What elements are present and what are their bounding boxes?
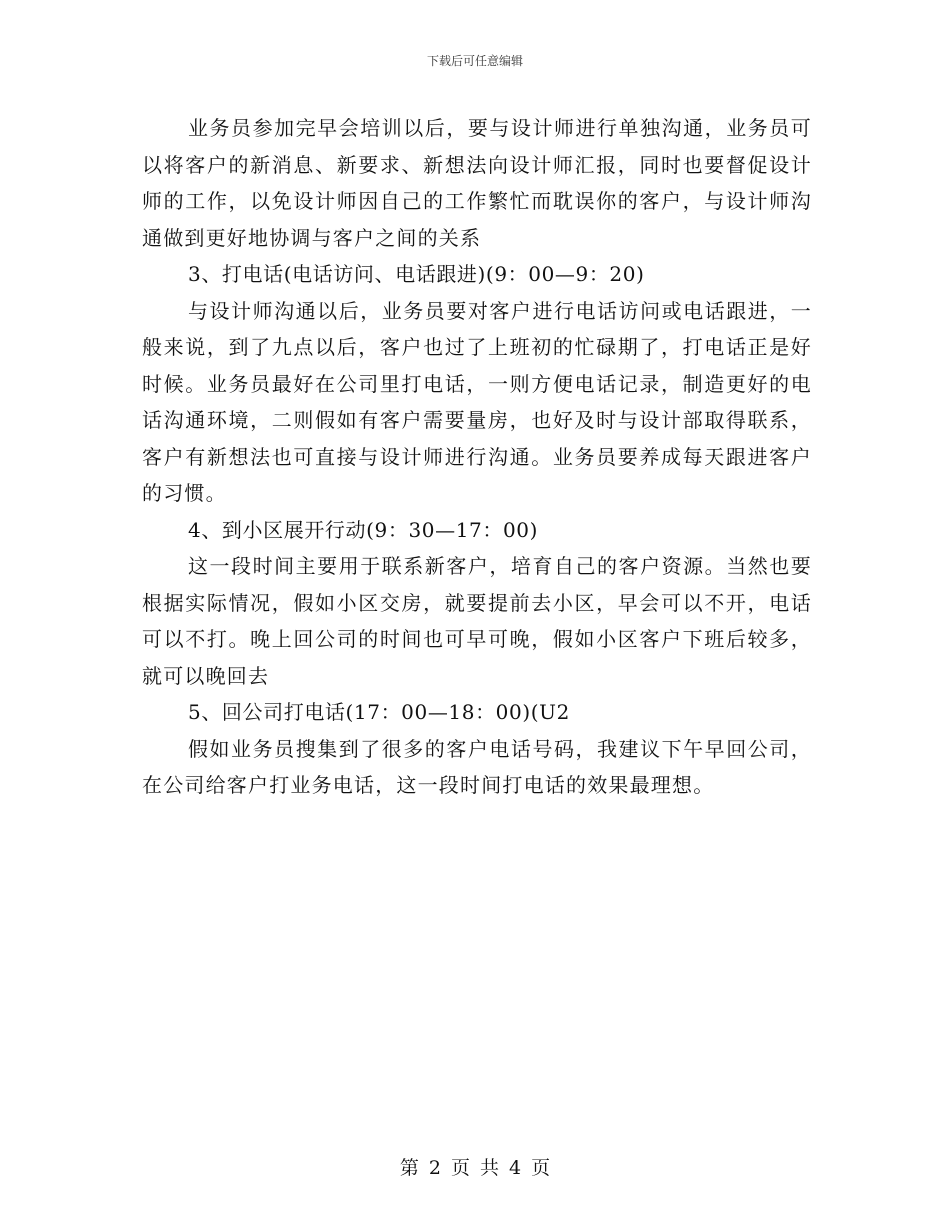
paragraph-designer-communication: 业务员参加完早会培训以后，要与设计师进行单独沟通，业务员可以将客户的新消息、新要求、新想法向设计师汇报，同时也要督促设计师的工作，以免设计师因自己的工作繁忙而耽误你的客户，与设计师沟通做到更好地协调与客户之间的关系 xyxy=(142,116,812,250)
document-body xyxy=(142,110,812,804)
section-heading-phone-calls: 3、打电话(电话访问、电话跟进)(9：00—9：20) xyxy=(188,262,645,286)
page-number-footer: 第 2 页 共 4 页 xyxy=(399,1157,551,1179)
section-heading-office-calls: 5、回公司打电话(17：00—18：00)(U2 xyxy=(188,700,570,724)
paragraph-phone-calls: 与设计师沟通以后，业务员要对客户进行电话访问或电话跟进，一般来说，到了九点以后，客户也过了上班初的忙碌期了，打电话正是好时候。业务员最好在公司里打电话，一则方便电话记录，制造更好的电话沟通环境，二则假如有客户需要量房，也好及时与设计部取得联系，客户有新想法也可直接与设计师进行沟通。业务员要养成每天跟进客户的习惯。 xyxy=(142,298,812,505)
paragraph-community-action: 这一段时间主要用于联系新客户，培育自己的客户资源。当然也要根据实际情况，假如小区交房，就要提前去小区，早会可以不开，电话可以不打。晚上回公司的时间也可早可晚，假如小区客户下班后较多，就可以晚回去 xyxy=(142,554,812,688)
paragraph-office-calls: 假如业务员搜集到了很多的客户电话号码，我建议下午早回公司，在公司给客户打业务电话，这一段时间打电话的效果最理想。 xyxy=(142,736,812,797)
section-heading-community-action: 4、到小区展开行动(9：30—17：00) xyxy=(188,517,539,542)
page-header: 下载后可任意编辑 xyxy=(426,54,523,68)
